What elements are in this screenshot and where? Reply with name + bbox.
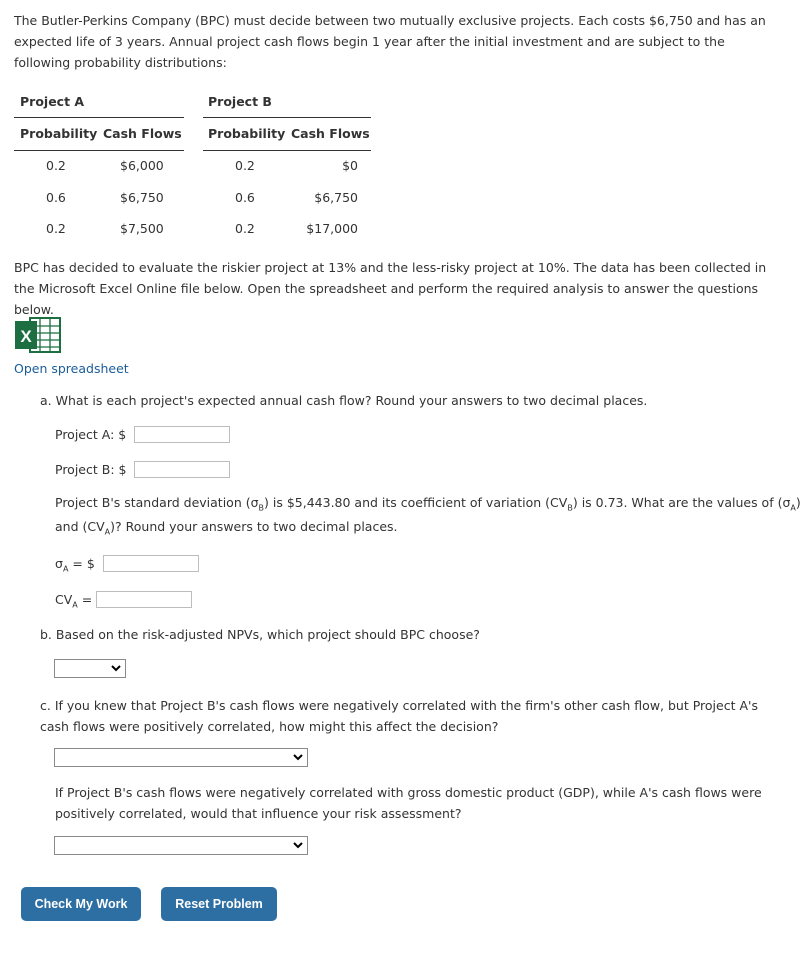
intro-text: The Butler-Perkins Company (BPC) must decide between two mutually exclusive projects. Each costs $6,750 and has an expected life of 3 years. Annual project cash flows begin 1 year after the initial investment and are subject to the following probability distributions: — [14, 13, 766, 70]
chevron-down-icon — [292, 750, 304, 764]
question-b: b. Based on the risk-adjusted NPVs, which project should BPC choose? — [40, 627, 480, 642]
project-a-title: Project A — [20, 94, 85, 109]
reset-problem-button[interactable]: Reset Problem — [161, 887, 277, 921]
sigma-suffix: = $ — [68, 556, 95, 571]
table-a-row-3-cf: $7,500 — [120, 221, 164, 236]
table-b-row-3-cf: $17,000 — [306, 221, 358, 236]
table-b-row-2-cf: $6,750 — [314, 190, 358, 205]
table-a-header-probability: Probability — [20, 126, 98, 141]
table-b-header-probability: Probability — [208, 126, 286, 141]
project-a-label: Project A: $ — [55, 427, 127, 442]
table-b-row-2-prob: 0.6 — [235, 190, 255, 205]
std-deviation-text-line2 — [55, 519, 398, 537]
chevron-down-icon — [292, 838, 304, 852]
table-b-top-rule — [203, 117, 371, 118]
table-a-row-1-cf: $6,000 — [120, 158, 164, 173]
std-text-1: Project B's standard deviation (σ — [55, 495, 259, 510]
table-a-top-rule — [14, 117, 184, 118]
sigma-sub: A — [62, 564, 69, 574]
svg-text:X: X — [20, 327, 32, 346]
open-spreadsheet-link[interactable]: Open spreadsheet — [14, 361, 129, 376]
evaluation-text: BPC has decided to evaluate the riskier project at 13% and the less-risky project at 10%. The data has been collected in the Microsoft Excel Online file below. Open the spreadsheet and perform the required analysis to answer the questions below. — [14, 260, 767, 317]
std-text-3: ) is 0.73. What are the values of (σ — [572, 495, 791, 510]
std-line2-1: and (CV — [55, 519, 105, 534]
table-a-row-1-prob: 0.2 — [46, 158, 66, 173]
table-a-header-rule — [14, 150, 184, 151]
std-text-4: ) — [795, 495, 801, 510]
std-sub-a: A — [790, 503, 796, 513]
check-my-work-button[interactable]: Check My Work — [21, 887, 141, 921]
project-choice-select[interactable] — [54, 659, 126, 678]
cv-symbol: CV — [55, 592, 73, 607]
project-b-label: Project B: $ — [55, 462, 127, 477]
question-gdp: If Project B's cash flows were negatively correlated with gross domestic product (GDP), while A's cash flows were positively correlated, would that influence your risk assessment? — [55, 785, 762, 821]
correlation-decision-select[interactable] — [54, 748, 308, 767]
std-sub-b: B — [258, 503, 265, 513]
table-a-header-cash-flows: Cash Flows — [103, 126, 182, 141]
question-c: c. If you knew that Project B's cash flows were negatively correlated with the firm's other cash flow, but Project A's cash flows were positively correlated, how might this affect the decision? — [40, 698, 758, 734]
project-a-input[interactable] — [134, 426, 230, 443]
sigma-a-input[interactable] — [103, 555, 199, 572]
cv-sub: A — [72, 600, 78, 610]
project-b-input[interactable] — [134, 461, 230, 478]
std-line2-sub: A — [104, 527, 111, 537]
excel-icon[interactable] — [14, 315, 62, 355]
table-a-row-2-cf: $6,750 — [120, 190, 164, 205]
table-b-row-1-cf: $0 — [342, 158, 358, 173]
table-b-row-1-prob: 0.2 — [235, 158, 255, 173]
cv-suffix: = — [77, 592, 93, 607]
table-b-header-cash-flows: Cash Flows — [291, 126, 370, 141]
sigma-a-label — [55, 556, 95, 574]
question-a: a. What is each project's expected annual cash flow? Round your answers to two decimal places. — [40, 393, 648, 408]
std-deviation-text — [55, 495, 801, 513]
std-sub-b2: B — [567, 503, 573, 513]
table-a-row-3-prob: 0.2 — [46, 221, 66, 236]
cv-a-label — [55, 592, 92, 610]
table-b-header-rule — [203, 150, 371, 151]
std-line2-2: )? Round your answers to two decimal places. — [110, 519, 398, 534]
gdp-risk-select[interactable] — [54, 836, 308, 855]
std-text-2: ) is $5,443.80 and its coefficient of variation (CV — [264, 495, 568, 510]
table-b-row-3-prob: 0.2 — [235, 221, 255, 236]
table-a-row-2-prob: 0.6 — [46, 190, 66, 205]
chevron-down-icon — [110, 661, 122, 675]
project-b-title: Project B — [208, 94, 272, 109]
sigma-symbol: σ — [55, 556, 63, 571]
cv-a-input[interactable] — [96, 591, 192, 608]
